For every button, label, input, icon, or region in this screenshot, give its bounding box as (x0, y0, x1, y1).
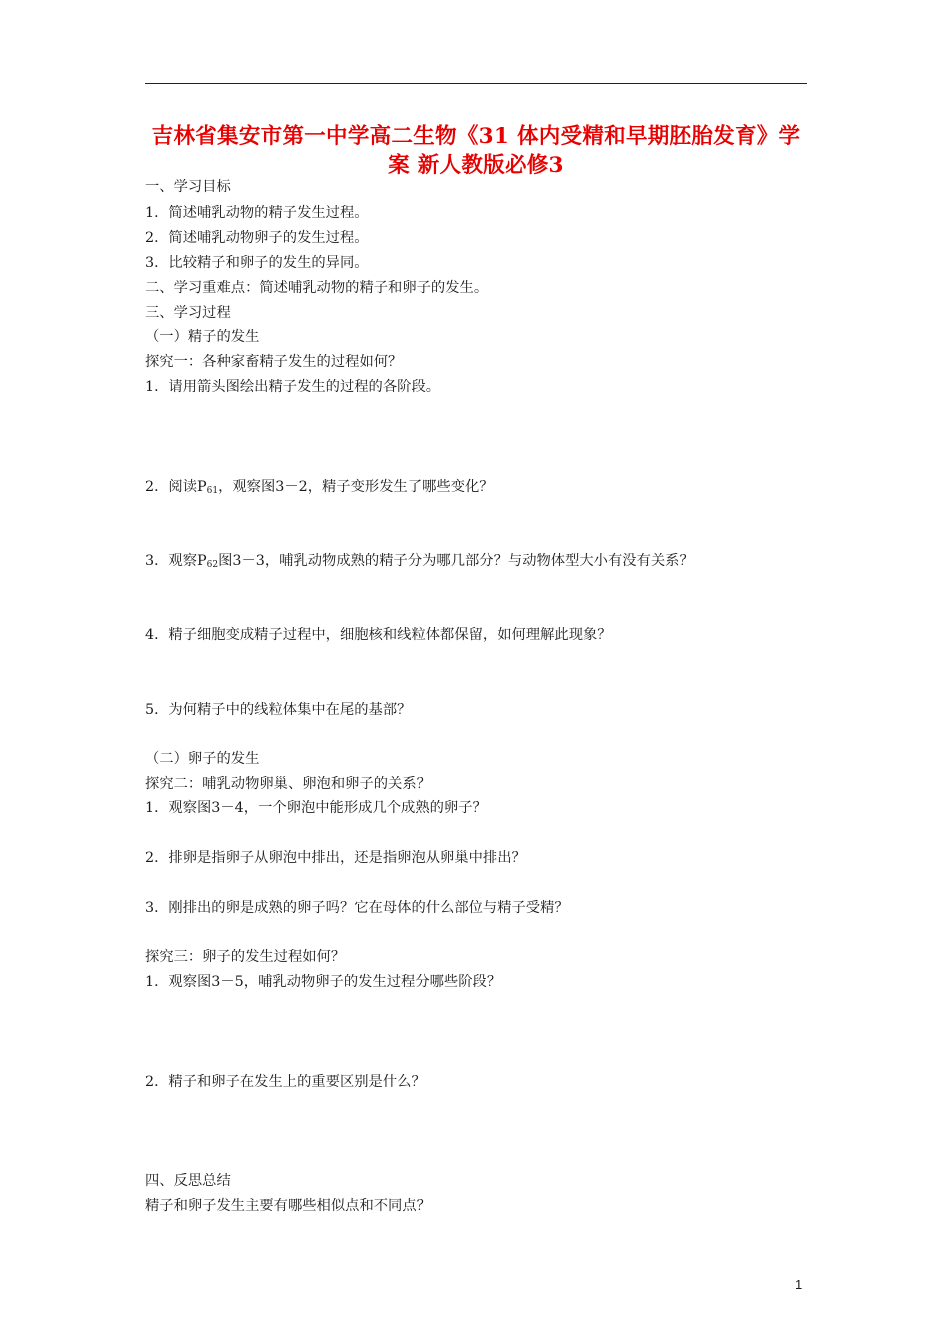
question-item: 3．观察$P_{62}$图3－3，哺乳动物成熟的精子分为哪几部分？与动物体型大小有没有关系？ (145, 553, 694, 570)
question-item: 1．观察图3－4，一个卵泡中能形成几个成熟的卵子？ (145, 800, 487, 816)
section-heading-key-points: 二、学习重难点：简述哺乳动物的精子和卵子的发生。 (145, 280, 489, 296)
inquiry-heading: 探究一：各种家畜精子发生的过程如何？ (145, 354, 403, 370)
page-number: 1 (795, 1277, 803, 1292)
section-heading-process: 三、学习过程 (145, 305, 231, 321)
title-line-1: 吉林省集安市第一中学高二生物《31 体内受精和早期胚胎发育》学 (151, 124, 801, 149)
question-item: 1．观察图3－5，哺乳动物卵子的发生过程分哪些阶段？ (145, 974, 502, 990)
question-item: 2．阅读$P_{61}$，观察图3－2，精子变形发生了哪些变化？ (145, 479, 494, 496)
question-item: 1．请用箭头图绘出精子发生的过程的各阶段。 (145, 379, 441, 395)
question-item: 4．精子细胞变成精子过程中，细胞核和线粒体都保留，如何理解此现象？ (145, 627, 612, 643)
question-item: 2．精子和卵子在发生上的重要区别是什么？ (145, 1074, 426, 1090)
objective-item: 1．简述哺乳动物的精子发生过程。 (145, 205, 369, 221)
question-item: 2．排卵是指卵子从卵泡中排出，还是指卵泡从卵巢中排出？ (145, 850, 526, 866)
objective-item: 2．简述哺乳动物卵子的发生过程。 (145, 230, 369, 246)
reflection-question: 精子和卵子发生主要有哪些相似点和不同点？ (145, 1198, 431, 1214)
question-item: 5．为何精子中的线粒体集中在尾的基部？ (145, 702, 412, 718)
title-line-2: 案 新人教版必修3 (388, 153, 564, 178)
subsection-heading-sperm: （一）精子的发生 (145, 329, 260, 345)
header-rule (145, 83, 807, 84)
section-heading-objectives: 一、学习目标 (145, 179, 231, 195)
section-heading-reflection: 四、反思总结 (145, 1173, 231, 1189)
inquiry-heading: 探究二：哺乳动物卵巢、卵泡和卵子的关系？ (145, 776, 431, 792)
question-item: 3．刚排出的卵是成熟的卵子吗？它在母体的什么部位与精子受精？ (145, 900, 569, 916)
objective-item: 3．比较精子和卵子的发生的异同。 (145, 255, 369, 271)
document-title (140, 122, 812, 180)
subsection-heading-egg: （二）卵子的发生 (145, 751, 260, 767)
inquiry-heading: 探究三：卵子的发生过程如何？ (145, 949, 346, 965)
